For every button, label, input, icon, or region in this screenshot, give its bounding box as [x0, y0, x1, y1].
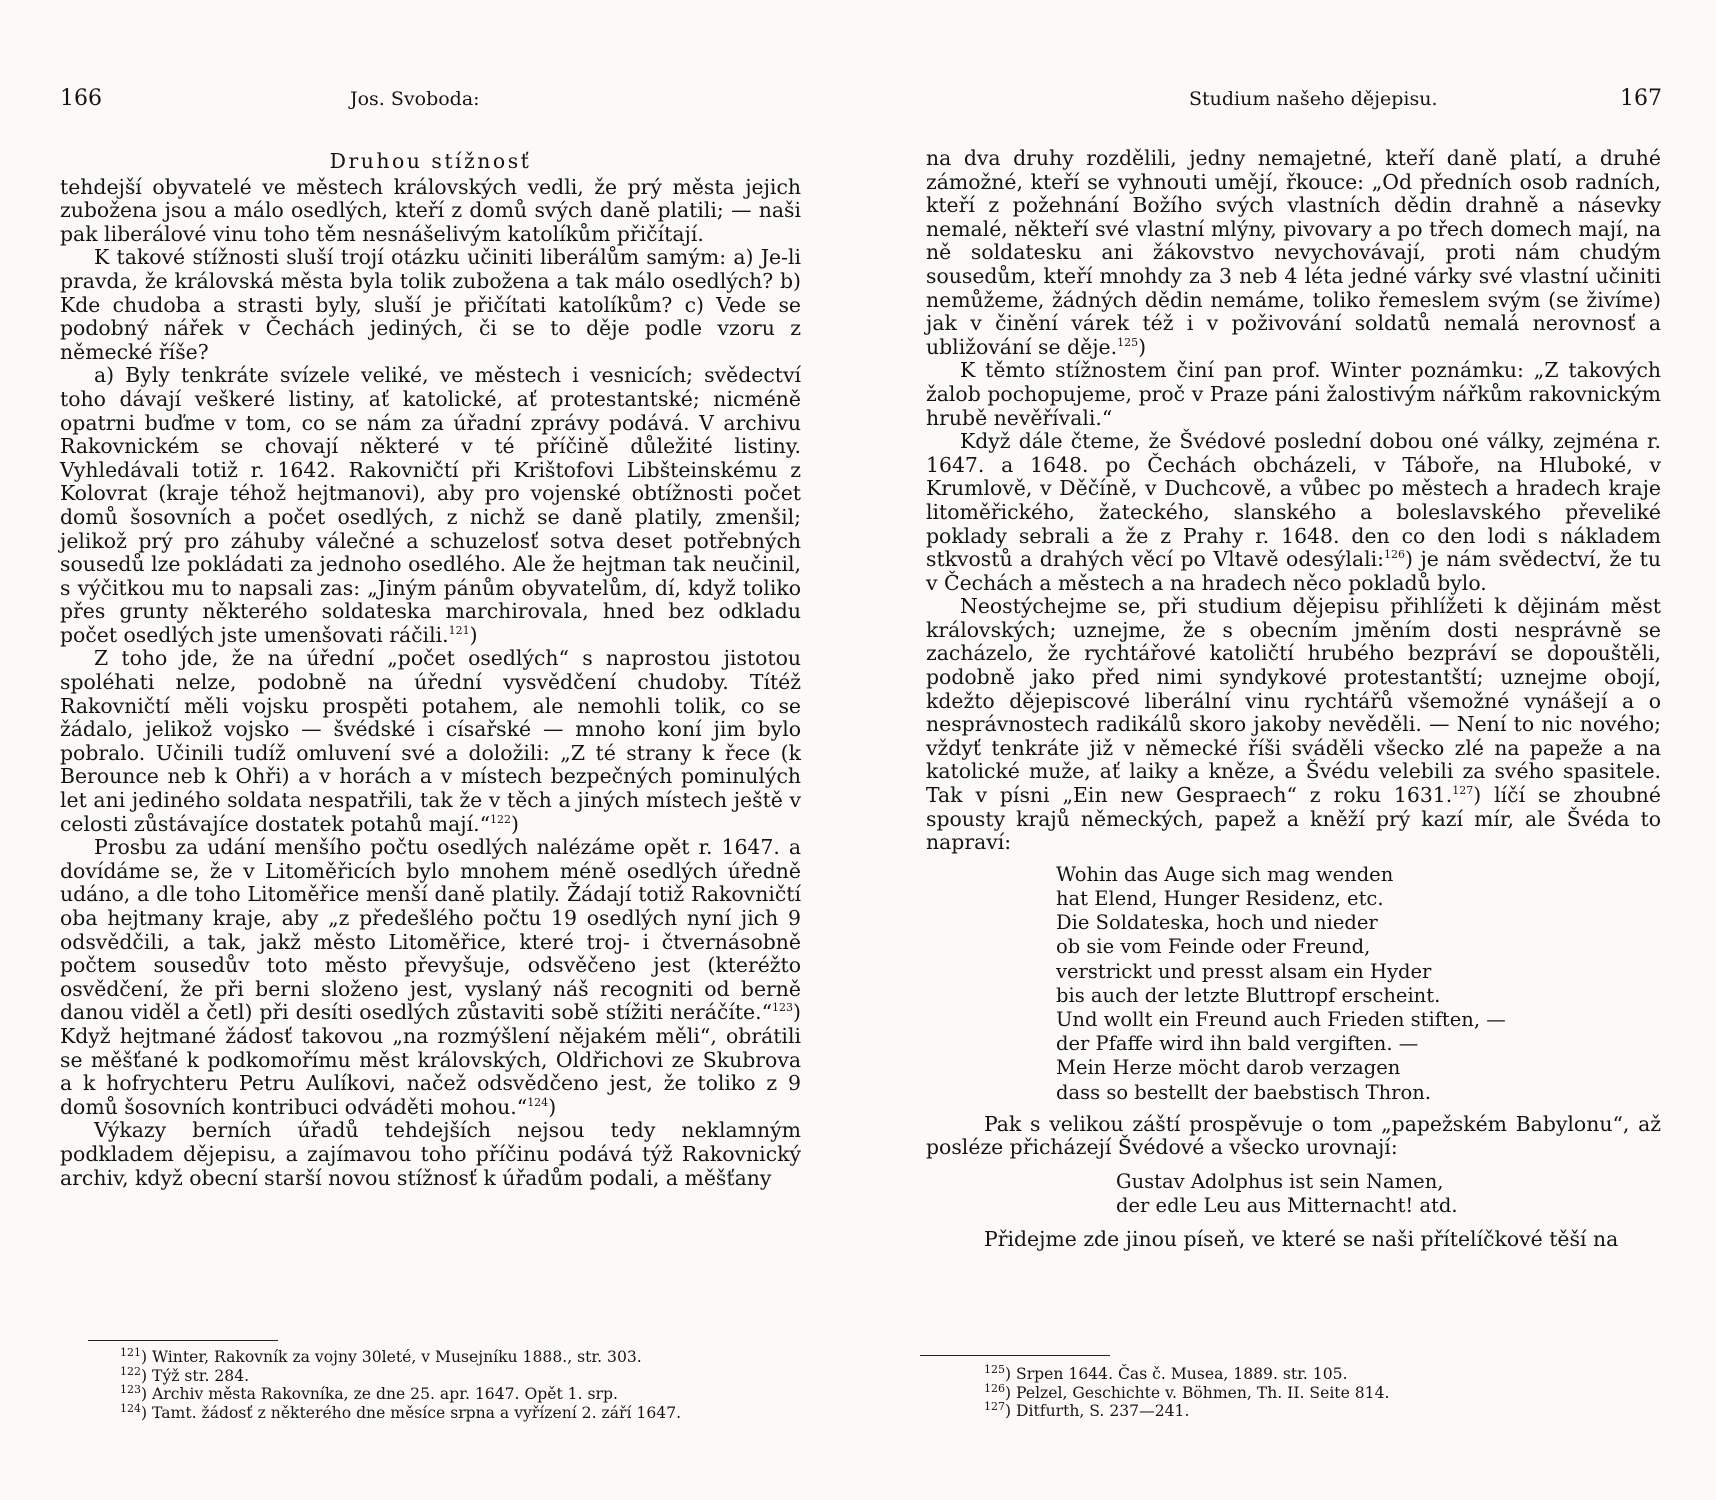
page-number: 167	[1620, 86, 1662, 111]
poem-line: der Pfaffe wird ihn bald vergiften. —	[1056, 1032, 1419, 1056]
footnote: $^{124}$) Tamt. žádosť z některého dne měsíce srpna a vyřízení 2. září 1647.	[120, 1401, 682, 1422]
poem-line: Wohin das Auge sich mag wenden	[1056, 862, 1394, 886]
footnote: $^{127}$) Ditfurth, S. 237—241.	[984, 1399, 1190, 1420]
verse-line: Gustav Adolphus ist sein Namen,	[1116, 1170, 1444, 1194]
paragraph: Z toho jde, že na úřední „počet osedlých“ s naprostou jistotou spoléhati nelze, podobně na úřední vysvědčení chudoby. Títéž Rakovničtí měli vojsku prospěti potahem, ale nemohli tolik, co se žádalo, jelikož vojsko — švédské i císařské — mnoho koní jim bylo pobralo. Učinili tudíž omluvení své a doložili: „Z té strany k řece (k Berounce neb k Ohři) a v horách a v místech bezpečných pominulých let ani jediného soldata nespatřili, tak že v těch a jiných místech ještě v celosti zůstávajíce dostatek potahů mají.“$^{122}$)	[60, 646, 801, 836]
paragraph: a) Byly tenkráte svízele veliké, ve městech i vesnicích; svědectví toho dávají veškeré listiny, ať katolické, ať protestantské; nicméně opatrni buďme v tom, co se nám za úřadní zprávy podává. V archivu Rakovnickém se chovají některé v té příčině důležité listiny. Vyhledávali totiž r. 1642. Rakovničtí při Krištofovi Libšteinskému z Kolovrat (kraje téhož hejtmanovi), aby pro vojenské obtížnosti počet domů šosovních a počet osedlých, z nichž se daně platily, zmenšil; jelikož prý pro záhuby válečné a schuzelosť sotva deset potřebných sousedů lze pokládati za jednoho osedlého. Ale že hejtman tak neučinil, s výčitkou mu to napsali zas: „Jiným pánům obyvatelům, dí, když toliko přes grunty některého soldateska marchirovala, hned bez odkladu počet osedlých jste umenšovati ráčili.$^{121}$)	[60, 363, 801, 647]
paragraph: Když dále čteme, že Švédové poslední dobou oné války, zejména r. 1647. a 1648. po Čechách obcházeli, v Táboře, na Hluboké, v Krumlově, v Děčíně, v Duchcově, a vůbec po městech a hradech kraje litoměřického, žateckého, slanského a boleslavského převeliké poklady sebrali a že z Prahy r. 1648. den co den lodi s nákladem stkvostů a drahých věcí po Vltavě odesýlali:$^{126}$) je nám svědectví, že tu v Čechách a městech a na hradech něco pokladů bylo.	[926, 429, 1661, 595]
paragraph: Výkazy berních úřadů tehdejších nejsou tedy neklamným podkladem dějepisu, a zajímavou toho příčinu podává týž Rakovnický archiv, když obecní starší novou stížnosť k úřadům podali, a měšťany	[60, 1118, 801, 1190]
poem-line: ob sie vom Feinde oder Freund,	[1056, 935, 1371, 959]
footnote: $^{126}$) Pelzel, Geschichte v. Böhmen, Th. II. Seite 814.	[984, 1381, 1390, 1402]
poem-block	[1056, 863, 1661, 1105]
footnote-ref[interactable]: 125	[1117, 335, 1139, 349]
poem-line: bis auch der letzte Bluttropf erscheint.	[1056, 983, 1441, 1007]
footnote-ref[interactable]: 123	[772, 1001, 794, 1015]
footnote-ref[interactable]: 127	[1452, 784, 1474, 798]
verse-line: der edle Leu aus Mitternacht! atd.	[1116, 1194, 1458, 1218]
verse-block	[1116, 1170, 1661, 1218]
running-head: Studium našeho dějepisu.	[1189, 88, 1438, 110]
poem-line: hat Elend, Hunger Residenz, etc.	[1056, 887, 1384, 911]
paragraph: Neostýchejme se, při studium dějepisu přihlížeti k dějinám měst královských; uznejme, že s obecním jměním dosti nesprávně se zacházelo, že rychtářové katoličtí hrubého bezpráví se dopouštěli, podobně jako před nimi syndykové protestantští; uznejme obojí, kdežto dějepiscové liberální vinu rychtářů všemožné vynášejí a o nesprávnostech radikálů skoro jakoby nevěděli. — Není to nic nového; vždyť tenkráte již v německé říši sváděli všecko zlé na papeže a na katolické muže, ať laiky a kněze, a Švédu velebili za svého spasitele. Tak v písni „Ein new Gespraech“ z roku 1631.$^{127}$) líčí se zhoubné spousty krajů německých, papež a kněží prý kazí mír, ale Švéda to napraví:	[926, 594, 1662, 855]
footnote: $^{123}$) Archiv města Rakovníka, ze dne 25. apr. 1647. Opět 1. srp.	[120, 1382, 618, 1403]
footnote-ref[interactable]: 122	[490, 812, 512, 826]
body-text	[926, 147, 1661, 1252]
paragraph: na dva druhy rozdělili, jedny nemajetné, kteří daně platí, a druhé zámožné, kteří se vyhnouti umějí, řkouce: „Od předních osob radních, kteří z požehnání Božího svých vlastních dědin drahně a násevky nemalé, někteří své vlastní mlýny, pivovary a po třech domech mají, na ně soldatesku ani žákovstvo nevychovávají, proti nám chudým sousedům, kteří mnohdy za 3 neb 4 léta jedné várky své vlastní učiniti nemůžeme, žádných dědin nemáme, toliko řemeslem svým (se živíme) jak v činění várek též i v poživování soldatů nemalá nerovnosť a ubližování se děje.$^{125}$)	[926, 146, 1661, 359]
poem-line: Und wollt ein Freund auch Frieden stiften, —	[1056, 1008, 1506, 1032]
paragraph: K takové stížnosti sluší trojí otázku učiniti liberálům samým: a) Je-li pravda, že královská města byla tolik zubožena a tak málo osedlých? b) Kde chudoba a strasti byly, sluší je přičítati katolíkům? c) Vede se podobný nářek v Čechách jediných, či se to děje podle vzoru z německé říše?	[60, 245, 801, 364]
right-page	[858, 0, 1716, 1500]
running-head: Jos. Svoboda:	[350, 88, 480, 110]
footnotes	[984, 1362, 1634, 1421]
paragraph: K těmto stížnostem činí pan prof. Winter poznámku: „Z takových žalob pochopujeme, proč v Praze páni žalostivým nářkům rakovnickým hrubě nevěřívali.“	[926, 358, 1661, 430]
paragraph: Přidejme zde jinou píseň, ve které se naši přítelíčkové těší na	[984, 1227, 1619, 1252]
paragraph: tehdejší obyvatelé ve městech královských vedli, že prý města jejich zubožena jsou a málo osedlých, kteří z domů svých daně platili; — naši pak liberálové vinu toho těm nesnášelivým katolíkům přičítají.	[60, 174, 801, 246]
footnote-separator	[920, 1355, 1110, 1356]
section-heading: Druhou stížnosť	[329, 149, 532, 173]
paragraph: Prosbu za udání menšího počtu osedlých nalézáme opět r. 1647. a dovídáme se, že v Litoměřicích bylo mnohem méně osedlých úředně udáno, a dle toho Litoměřice menší daně platily. Žádají totiž Rakovničtí oba hejtmany kraje, aby „z předešlého počtu 19 osedlých nyní jich 9 odsvědčili, a tak, jakž město Litoměřice, které troj- i čtvernásobně počtem sousedův toto město převyšuje, odsvěčeno jest (kteréžto osvědčení, že při berni složeno jest, vyslaný náš recogniti od berně danou viděl a četl) při desíti osedlých zůstaviti sobě stížiti neráčíte.“$^{123}$) Když hejtmané žádosť takovou „na rozmýšlení nějakém měli“, obrátili se měšťané k podkomořímu měst královských, Oldřichovi ze Skubrova a k hofrychteru Petru Aulíkovi, načež odsvědčeno jest, že toliko z 9 domů šosovních kontribuci odváděti mohou.“$^{124}$)	[60, 835, 801, 1119]
footnote: $^{122}$) Týž str. 284.	[120, 1364, 250, 1385]
body-text	[60, 150, 801, 1190]
footnote: $^{125}$) Srpen 1644. Čas č. Musea, 1889. str. 105.	[984, 1362, 1348, 1383]
footnotes	[120, 1345, 820, 1422]
poem-line: verstrickt und presst alsam ein Hyder	[1056, 959, 1432, 983]
footnote-ref[interactable]: 126	[1384, 548, 1406, 562]
paragraph: Pak s velikou záští prospěvuje o tom „papežském Babylonu“, až posléze přicházejí Švédové a všecko urovnají:	[926, 1111, 1661, 1160]
footnote-ref[interactable]: 124	[527, 1095, 549, 1109]
poem-line: Mein Herze möcht darob verzagen	[1056, 1056, 1401, 1080]
page-number: 166	[60, 86, 102, 111]
footnote: $^{121}$) Winter, Rakovník za vojny 30leté, v Musejníku 1888., str. 303.	[120, 1345, 642, 1366]
footnote-ref[interactable]: 121	[448, 624, 470, 638]
footnote-separator	[88, 1340, 278, 1341]
poem-line: Die Soldateska, hoch und nieder	[1056, 911, 1378, 935]
poem-line: dass so bestellt der baebstisch Thron.	[1056, 1080, 1432, 1104]
